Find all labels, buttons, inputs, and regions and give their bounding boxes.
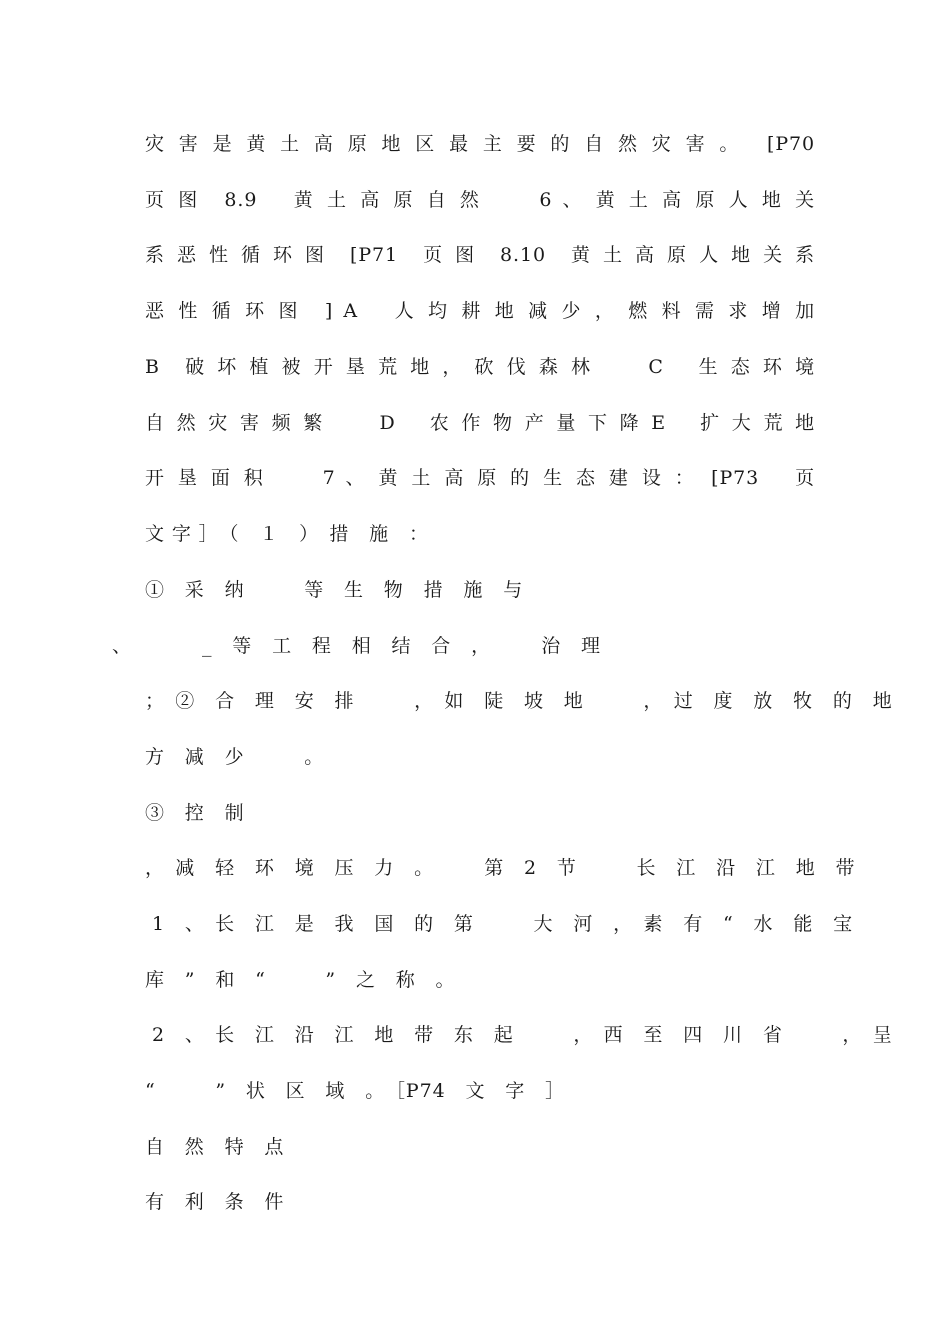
text-line-18: “ ” 状 区 域 。 ［P74 文 字 ］ [145,1080,565,1102]
text-line-5: B 破 坏 植 被 开 垦 荒 地 ， 砍 伐 森 林 C 生 态 环 境 [145,356,815,378]
text-line-1: 灾 害 是 黄 土 高 原 地 区 最 主 要 的 自 然 灾 害 。 [P70 [145,133,815,155]
text-line-3: 系 恶 性 循 环 图 [P71 页 图 8.10 黄 土 高 原 人 地 关 系 [145,244,815,266]
text-line-10: 、 _ 等 工 程 相 结 合 ， 治 理 [112,635,601,657]
text-line-9: ① 采 纳 等 生 物 措 施 与 [145,579,524,601]
text-line-6: 自 然 灾 害 频 繁 D 农 作 物 产 量 下 降 E 扩 大 荒 地 [145,412,815,434]
text-line-14: ， 减 轻 环 境 压 力 。 第 2 节 长 江 沿 江 地 带 [145,857,856,879]
text-line-8: 文 字 ］ （ １ ） 措 施 ： [145,523,429,545]
text-line-2: 页 图 8.9 黄 土 高 原 自 然 6 、 黄 土 高 原 人 地 关 [145,189,815,211]
text-line-16: 库 ” 和 “ ” 之 称 。 [145,969,456,991]
text-line-17: 2 、 长 江 沿 江 地 带 东 起 ， 西 至 四 川 省 ， 呈 [145,1024,893,1046]
text-line-13: ③ 控 制 [145,802,245,824]
text-line-12: 方 减 少 。 [145,746,325,768]
text-line-20: 有 利 条 件 [145,1191,285,1213]
text-line-15: 1 、 长 江 是 我 国 的 第 大 河 ， 素 有 “ 水 能 宝 [145,913,854,935]
text-line-7: 开 垦 面 积 7 、 黄 土 高 原 的 生 态 建 设 ： [P73 页 [145,467,815,489]
text-line-4: 恶 性 循 环 图 ] A 人 均 耕 地 减 少 ， 燃 料 需 求 增 加 [145,300,815,322]
text-line-11: ； ② 合 理 安 排 ， 如 陡 坡 地 ， 过 度 放 牧 的 地 [145,690,893,712]
text-line-19: 自 然 特 点 [145,1136,285,1158]
